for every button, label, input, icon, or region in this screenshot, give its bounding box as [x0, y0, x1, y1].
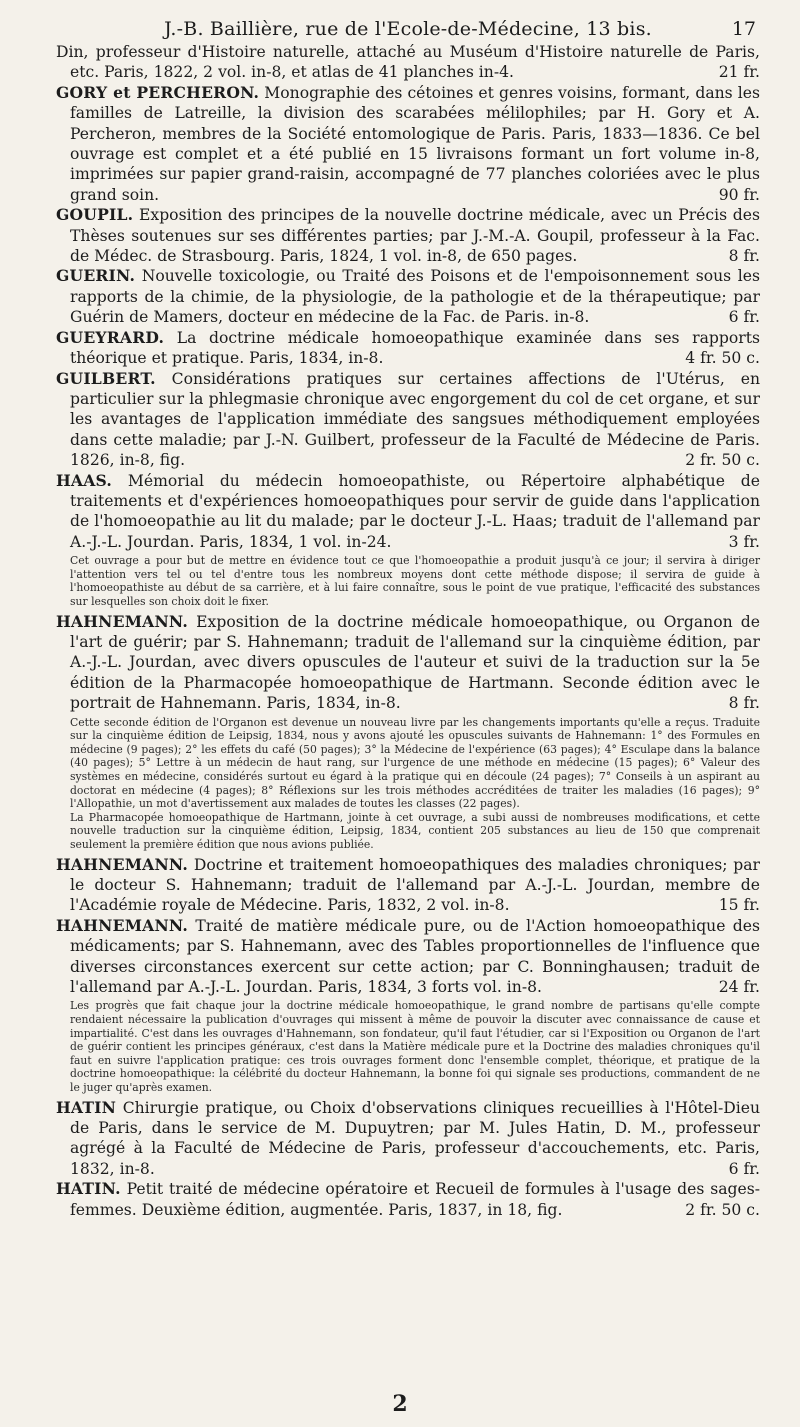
entry-description: Din, professeur d'Histoire naturelle, attaché au Muséum d'Histoire naturelle de Paris, etc. Paris, 1822, 2 vol. in-8, et atlas de 41 planches in-4.: [56, 43, 760, 82]
entry-price: 8 fr.: [728, 694, 760, 713]
catalogue-entry: [56, 1179, 760, 1220]
entry-price: 2 fr. 50 c.: [685, 451, 760, 470]
entry-note: [70, 999, 760, 1094]
entry-description: La doctrine médicale homoeopathique examinée dans ses rapports théorique et pratique. Paris, 1834, in-8.: [70, 328, 760, 368]
entry-note: [70, 554, 760, 608]
entry-description: Monographie des cétoines et genres voisins, formant, dans les familles de Latreille, la division des scarabées mélilophiles; par H. Gory et A. Percheron, membres de la Société entomologique de Paris. Paris, 1833—1836. Ce bel ouvrage est complet et a été publié en 15 livraisons formant un fort volume in-8, imprimées sur papier grand-raisin, accompagné de 77 planches coloriées avec le plus grand soin.: [70, 83, 760, 204]
catalogue-entry: [56, 266, 760, 327]
catalogue-entry: [56, 612, 760, 714]
signature-mark: 2: [392, 1391, 408, 1417]
entry-author: GORY et PERCHERON.: [56, 82, 260, 102]
entry-description: Doctrine et traitement homoeopathiques des maladies chroniques; par le docteur S. Hahnemann; traduit de l'allemand par A.-J.-L. Jourdan, membre de l'Académie royale de Médecine. Paris, 1832, 2 vol. in-8.: [70, 855, 760, 915]
entry-description: Exposition de la doctrine médicale homoeopathique, ou Organon de l'art de guérir; par S. Hahnemann; traduit de l'allemand sur la cinquième édition, par A.-J.-L. Jourdan, avec divers opuscules de l'auteur et suivi de la traduction sur la 5e édition de la Pharmacopée homoeopathique de Hartmann. Seconde édition avec le portrait de Hahnemann. Paris, 1834, in-8.: [70, 612, 760, 713]
catalogue-entries: [56, 42, 760, 1220]
catalogue-entry: [56, 83, 760, 205]
note-paragraph: Les progrès que fait chaque jour la doctrine médicale homoeopathique, le grand nombre de partisans qu'elle compte rendaient nécessaire la publication d'ouvrages qui missent à même de pouvoir la discuter avec connaissance de cause et impartialité. C'est dans les ouvrages d'Hahnemann, son fondateur, qu'il faut l'étudier, car si l'Exposition ou Organon de l'art de guérir contient les principes généraux, c'est dans la Matière médicale pure et la Doctrine des maladies chroniques qu'il faut en suivre l'application pratique: ces trois ouvrages forment donc l'ensemble complet, théorique, et pratique de la doctrine homoeopathique: la célébrité du docteur Hahnemann, la bonne foi qui signale ses productions, commandent de ne le juger qu'après examen.: [70, 999, 760, 1094]
entry-price: 3 fr.: [728, 532, 760, 551]
note-paragraph: Cette seconde édition de l'Organon est devenue un nouveau livre par les changements importants qu'elle a reçus. Traduite sur la cinquième édition de Leipsig, 1834, nous y avons ajouté les opuscules suivants de Hahnemann: 1° des Formules en médecine (9 pages); 2° les effets du café (50 pages); 3° la Médecine de l'expérience (63 pages); 4° Esculape dans la balance (40 pages); 5° Lettre à un médecin de haut rang, sur l'urgence de une méthode en médecine (15 pages); 6° Valeur des systèmes en médecine, considérés surtout eu égard à la pratique qui en découle (24 pages); 7° Conseils à un aspirant au doctorat en médecine (4 pages); 8° Réflexions sur les trois méthodes accréditées de traiter les maladies (16 pages); 9° l'Allopathie, un mot d'avertissement aux malades de toutes les classes (22 pages).: [70, 715, 760, 811]
note-paragraph: La Pharmacopée homoeopathique de Hartmann, jointe à cet ouvrage, a subi aussi de nombreuses modifications, et cette nouvelle traduction sur la cinquième édition, Leipsig, 1834, contient 205 substances au lieu de 150 que comprenait seulement la première édition que nous avions publiée.: [70, 810, 760, 851]
entry-price: 6 fr.: [728, 1159, 760, 1178]
entry-author: GUEYRARD.: [56, 327, 165, 347]
catalogue-entry: [56, 328, 760, 369]
entry-description: Mémorial du médecin homoeopathiste, ou Répertoire alphabétique de traitements et d'expériences homoeopathiques pour servir de guide dans l'application de l'homoeopathie au lit du malade; par le docteur J.-L. Haas; traduit de l'allemand par A.-J.-L. Jourdan. Paris, 1834, 1 vol. in-24.: [70, 471, 760, 551]
entry-price: 8 fr.: [728, 247, 760, 266]
entry-description: Exposition des principes de la nouvelle doctrine médicale, avec un Précis des Thèses soutenues sur ses différentes parties; par J.-M.-A. Goupil, professeur à la Fac. de Médec. de Strasbourg. Paris, 1824, 1 vol. in-8, de 650 pages.: [70, 206, 760, 266]
entry-author: HAHNEMANN.: [56, 915, 189, 935]
entry-author: HATIN: [56, 1097, 117, 1117]
entry-price: 21 fr.: [718, 63, 760, 82]
catalogue-entry: [56, 42, 760, 83]
page-number: 17: [731, 18, 756, 40]
entry-price: 6 fr.: [728, 308, 760, 327]
entry-author: HAAS.: [56, 470, 113, 490]
running-head: [56, 12, 760, 42]
entry-description: Petit traité de médecine opératoire et Recueil de formules à l'usage des sages-femmes. Deuxième édition, augmentée. Paris, 1837, in 18, fig.: [70, 1180, 760, 1219]
entry-author: GUERIN.: [56, 266, 136, 286]
catalogue-entry: [56, 916, 760, 998]
entry-price: 4 fr. 50 c.: [685, 349, 760, 368]
entry-price: 15 fr.: [718, 896, 760, 915]
entry-description: Traité de matière médicale pure, ou de l'Action homoeopathique des médicaments; par S. Hahnemann, avec des Tables proportionnelles de l'influence que diverses circonstances exercent sur cette action; par C. Bonninghausen; traduit de l'allemand par A.-J.-L. Jourdan. Paris, 1834, 3 forts vol. in-8.: [70, 916, 760, 996]
entry-author: HATIN.: [56, 1179, 121, 1199]
catalogue-entry: [56, 471, 760, 553]
entry-price: 24 fr.: [718, 977, 760, 996]
entry-price: 90 fr.: [718, 185, 760, 204]
catalogue-entry: [56, 205, 760, 266]
catalogue-entry: [56, 369, 760, 471]
entry-author: HAHNEMANN.: [56, 854, 189, 874]
note-paragraph: Cet ouvrage a pour but de mettre en évidence tout ce que l'homoeopathie a produit jusqu'à ce jour; il servira à diriger l'attention vers tel ou tel d'entre tous les nombreux moyens dont cette méthode dispose; il servira de guide à l'homoeopathiste au début de sa carrière, et à lui faire connaître, sous le point de vue pratique, l'efficacité des substances sur lesquelles son choix doit le fixer.: [70, 554, 760, 608]
publisher-line: J.-B. Baillière, rue de l'Ecole-de-Médecine, 13 bis.: [164, 18, 652, 40]
catalogue-entry: [56, 855, 760, 916]
entry-author: HAHNEMANN.: [56, 611, 189, 631]
entry-price: 2 fr. 50 c.: [685, 1200, 760, 1219]
entry-description: Chirurgie pratique, ou Choix d'observations cliniques recueillies à l'Hôtel-Dieu de Paris, dans le service de M. Dupuytren; par M. Jules Hatin, D. M., professeur agrégé à la Faculté de Médecine de Paris, professeur d'accouchements, etc. Paris, 1832, in-8.: [70, 1098, 760, 1178]
entry-note: [70, 716, 760, 852]
entry-author: GUILBERT.: [56, 368, 156, 388]
entry-description: Considérations pratiques sur certaines affections de l'Utérus, en particulier sur la phlegmasie chronique avec engorgement du col de cet organe, et sur les avantages de l'application immédiate des sangsues méthodiquement employées dans cette maladie; par J.-N. Guilbert, professeur de la Faculté de Médecine de Paris. 1826, in-8, fig.: [70, 369, 760, 470]
catalogue-entry: [56, 1098, 760, 1180]
entry-description: Nouvelle toxicologie, ou Traité des Poisons et de l'empoisonnement sous les rapports de la chimie, de la physiologie, de la pathologie et de la thérapeutique; par Guérin de Mamers, docteur en médecine de la Fac. de Paris. in-8.: [70, 267, 760, 327]
entry-author: GOUPIL.: [56, 205, 134, 225]
